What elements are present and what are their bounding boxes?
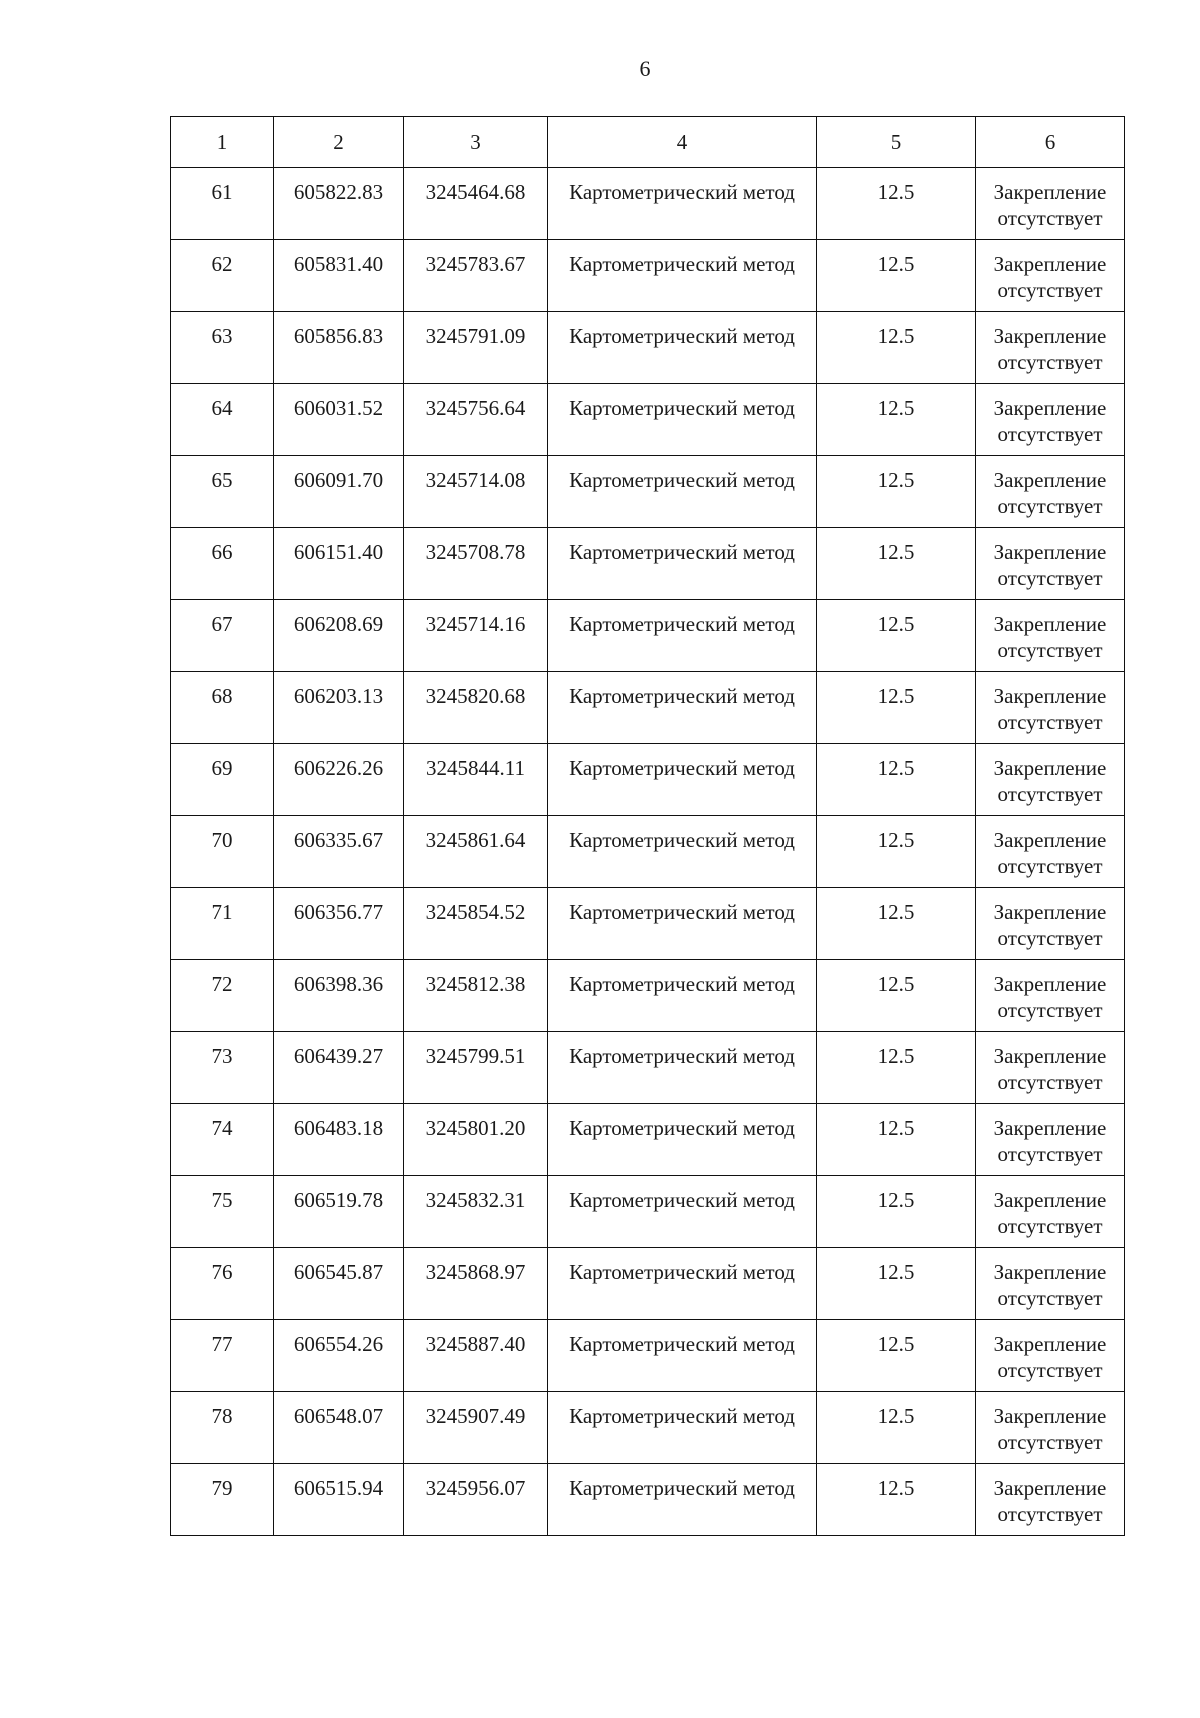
header-cell-x-coordinate: 2 [274, 117, 404, 168]
accuracy-cell: 12.5 [817, 744, 976, 816]
fixing-cell [976, 384, 1125, 456]
coordinates-table [170, 116, 1125, 1536]
accuracy-cell: 12.5 [817, 960, 976, 1032]
method-cell: Картометрический метод [548, 1176, 817, 1248]
accuracy-cell: 12.5 [817, 240, 976, 312]
fixing-line-2: отсутствует [997, 1430, 1103, 1454]
fixing-line-2: отсутствует [997, 710, 1103, 734]
y-coordinate-cell: 3245861.64 [404, 816, 548, 888]
y-coordinate-cell: 3245783.67 [404, 240, 548, 312]
y-coordinate-cell: 3245854.52 [404, 888, 548, 960]
accuracy-cell: 12.5 [817, 816, 976, 888]
accuracy-cell: 12.5 [817, 1248, 976, 1320]
point-number-cell: 78 [171, 1392, 274, 1464]
fixing-line-2: отсутствует [997, 350, 1103, 374]
point-number-cell: 65 [171, 456, 274, 528]
fixing-line-2: отсутствует [997, 638, 1103, 662]
table-row [171, 1464, 1125, 1536]
fixing-line-2: отсутствует [997, 278, 1103, 302]
fixing-line-2: отсутствует [997, 1142, 1103, 1166]
fixing-line-2: отсутствует [997, 926, 1103, 950]
method-cell: Картометрический метод [548, 600, 817, 672]
x-coordinate-cell: 606439.27 [274, 1032, 404, 1104]
y-coordinate-cell: 3245708.78 [404, 528, 548, 600]
fixing-line-2: отсутствует [997, 1214, 1103, 1238]
method-cell: Картометрический метод [548, 1104, 817, 1176]
fixing-cell [976, 816, 1125, 888]
table-row [171, 960, 1125, 1032]
method-cell: Картометрический метод [548, 1392, 817, 1464]
fixing-cell [976, 456, 1125, 528]
accuracy-cell: 12.5 [817, 1032, 976, 1104]
accuracy-cell: 12.5 [817, 1392, 976, 1464]
point-number-cell: 66 [171, 528, 274, 600]
point-number-cell: 77 [171, 1320, 274, 1392]
point-number-cell: 68 [171, 672, 274, 744]
fixing-line-2: отсутствует [997, 494, 1103, 518]
fixing-line-1: Закрепление [993, 756, 1107, 780]
table-row [171, 168, 1125, 240]
x-coordinate-cell: 606398.36 [274, 960, 404, 1032]
table-row [171, 816, 1125, 888]
accuracy-cell: 12.5 [817, 672, 976, 744]
point-number-cell: 75 [171, 1176, 274, 1248]
point-number-cell: 72 [171, 960, 274, 1032]
fixing-cell [976, 1464, 1125, 1536]
fixing-cell [976, 312, 1125, 384]
x-coordinate-cell: 605856.83 [274, 312, 404, 384]
fixing-cell [976, 240, 1125, 312]
point-number-cell: 61 [171, 168, 274, 240]
accuracy-cell: 12.5 [817, 168, 976, 240]
y-coordinate-cell: 3245868.97 [404, 1248, 548, 1320]
point-number-cell: 62 [171, 240, 274, 312]
point-number-cell: 64 [171, 384, 274, 456]
method-cell: Картометрический метод [548, 1464, 817, 1536]
method-cell: Картометрический метод [548, 1320, 817, 1392]
fixing-line-1: Закрепление [993, 1404, 1107, 1428]
x-coordinate-cell: 606203.13 [274, 672, 404, 744]
fixing-line-1: Закрепление [993, 396, 1107, 420]
y-coordinate-cell: 3245907.49 [404, 1392, 548, 1464]
table-row [171, 1032, 1125, 1104]
table-row [171, 1104, 1125, 1176]
y-coordinate-cell: 3245812.38 [404, 960, 548, 1032]
method-cell: Картометрический метод [548, 888, 817, 960]
fixing-cell [976, 1032, 1125, 1104]
fixing-line-2: отсутствует [997, 1070, 1103, 1094]
x-coordinate-cell: 606548.07 [274, 1392, 404, 1464]
fixing-line-1: Закрепление [993, 1260, 1107, 1284]
table-row [171, 1176, 1125, 1248]
table-row [171, 528, 1125, 600]
table-row [171, 600, 1125, 672]
accuracy-cell: 12.5 [817, 1320, 976, 1392]
y-coordinate-cell: 3245756.64 [404, 384, 548, 456]
header-cell-method: 4 [548, 117, 817, 168]
fixing-cell [976, 1392, 1125, 1464]
table-row [171, 1248, 1125, 1320]
fixing-line-2: отсутствует [997, 206, 1103, 230]
fixing-line-1: Закрепление [993, 612, 1107, 636]
fixing-line-1: Закрепление [993, 900, 1107, 924]
y-coordinate-cell: 3245714.08 [404, 456, 548, 528]
fixing-cell [976, 1104, 1125, 1176]
fixing-line-2: отсутствует [997, 1502, 1103, 1526]
table-header [171, 117, 1125, 168]
y-coordinate-cell: 3245801.20 [404, 1104, 548, 1176]
x-coordinate-cell: 605831.40 [274, 240, 404, 312]
method-cell: Картометрический метод [548, 960, 817, 1032]
point-number-cell: 73 [171, 1032, 274, 1104]
method-cell: Картометрический метод [548, 384, 817, 456]
header-cell-accuracy: 5 [817, 117, 976, 168]
fixing-line-1: Закрепление [993, 180, 1107, 204]
accuracy-cell: 12.5 [817, 456, 976, 528]
table-row [171, 888, 1125, 960]
method-cell: Картометрический метод [548, 1248, 817, 1320]
y-coordinate-cell: 3245832.31 [404, 1176, 548, 1248]
fixing-line-1: Закрепление [993, 1332, 1107, 1356]
y-coordinate-cell: 3245820.68 [404, 672, 548, 744]
accuracy-cell: 12.5 [817, 1176, 976, 1248]
table-row [171, 456, 1125, 528]
fixing-cell [976, 744, 1125, 816]
method-cell: Картометрический метод [548, 168, 817, 240]
fixing-line-1: Закрепление [993, 1044, 1107, 1068]
method-cell: Картометрический метод [548, 456, 817, 528]
accuracy-cell: 12.5 [817, 312, 976, 384]
table-row [171, 312, 1125, 384]
table-row [171, 1392, 1125, 1464]
accuracy-cell: 12.5 [817, 1104, 976, 1176]
table-row [171, 672, 1125, 744]
method-cell: Картометрический метод [548, 672, 817, 744]
x-coordinate-cell: 606356.77 [274, 888, 404, 960]
header-cell-point-number: 1 [171, 117, 274, 168]
x-coordinate-cell: 606545.87 [274, 1248, 404, 1320]
y-coordinate-cell: 3245887.40 [404, 1320, 548, 1392]
point-number-cell: 76 [171, 1248, 274, 1320]
fixing-cell [976, 1248, 1125, 1320]
table-row [171, 384, 1125, 456]
header-cell-y-coordinate: 3 [404, 117, 548, 168]
accuracy-cell: 12.5 [817, 600, 976, 672]
x-coordinate-cell: 606483.18 [274, 1104, 404, 1176]
y-coordinate-cell: 3245791.09 [404, 312, 548, 384]
fixing-line-1: Закрепление [993, 1188, 1107, 1212]
point-number-cell: 69 [171, 744, 274, 816]
page-number: 6 [639, 56, 651, 81]
fixing-cell [976, 888, 1125, 960]
method-cell: Картометрический метод [548, 1032, 817, 1104]
fixing-cell [976, 168, 1125, 240]
x-coordinate-cell: 606515.94 [274, 1464, 404, 1536]
table-body [171, 168, 1125, 1536]
point-number-cell: 74 [171, 1104, 274, 1176]
point-number-cell: 79 [171, 1464, 274, 1536]
fixing-line-1: Закрепление [993, 540, 1107, 564]
accuracy-cell: 12.5 [817, 1464, 976, 1536]
fixing-line-2: отсутствует [997, 854, 1103, 878]
x-coordinate-cell: 606226.26 [274, 744, 404, 816]
y-coordinate-cell: 3245464.68 [404, 168, 548, 240]
method-cell: Картометрический метод [548, 312, 817, 384]
accuracy-cell: 12.5 [817, 384, 976, 456]
fixing-line-1: Закрепление [993, 684, 1107, 708]
fixing-line-1: Закрепление [993, 972, 1107, 996]
y-coordinate-cell: 3245799.51 [404, 1032, 548, 1104]
fixing-line-2: отсутствует [997, 782, 1103, 806]
fixing-cell [976, 600, 1125, 672]
point-number-cell: 70 [171, 816, 274, 888]
method-cell: Картометрический метод [548, 816, 817, 888]
accuracy-cell: 12.5 [817, 528, 976, 600]
y-coordinate-cell: 3245956.07 [404, 1464, 548, 1536]
fixing-line-1: Закрепление [993, 1476, 1107, 1500]
y-coordinate-cell: 3245714.16 [404, 600, 548, 672]
y-coordinate-cell: 3245844.11 [404, 744, 548, 816]
x-coordinate-cell: 606151.40 [274, 528, 404, 600]
fixing-line-2: отсутствует [997, 422, 1103, 446]
fixing-cell [976, 960, 1125, 1032]
x-coordinate-cell: 606091.70 [274, 456, 404, 528]
fixing-line-1: Закрепление [993, 252, 1107, 276]
x-coordinate-cell: 606031.52 [274, 384, 404, 456]
point-number-cell: 67 [171, 600, 274, 672]
fixing-line-1: Закрепление [993, 468, 1107, 492]
x-coordinate-cell: 606208.69 [274, 600, 404, 672]
method-cell: Картометрический метод [548, 744, 817, 816]
fixing-cell [976, 528, 1125, 600]
point-number-cell: 71 [171, 888, 274, 960]
fixing-line-1: Закрепление [993, 828, 1107, 852]
fixing-cell [976, 672, 1125, 744]
header-cell-fixing: 6 [976, 117, 1125, 168]
fixing-cell [976, 1176, 1125, 1248]
fixing-line-2: отсутствует [997, 998, 1103, 1022]
header-row [171, 117, 1125, 168]
fixing-line-2: отсутствует [997, 566, 1103, 590]
point-number-cell: 63 [171, 312, 274, 384]
fixing-line-1: Закрепление [993, 324, 1107, 348]
accuracy-cell: 12.5 [817, 888, 976, 960]
table-row [171, 744, 1125, 816]
table-row [171, 240, 1125, 312]
fixing-line-2: отсутствует [997, 1358, 1103, 1382]
x-coordinate-cell: 605822.83 [274, 168, 404, 240]
method-cell: Картометрический метод [548, 528, 817, 600]
x-coordinate-cell: 606554.26 [274, 1320, 404, 1392]
fixing-line-2: отсутствует [997, 1286, 1103, 1310]
method-cell: Картометрический метод [548, 240, 817, 312]
table-row [171, 1320, 1125, 1392]
x-coordinate-cell: 606519.78 [274, 1176, 404, 1248]
x-coordinate-cell: 606335.67 [274, 816, 404, 888]
fixing-cell [976, 1320, 1125, 1392]
fixing-line-1: Закрепление [993, 1116, 1107, 1140]
